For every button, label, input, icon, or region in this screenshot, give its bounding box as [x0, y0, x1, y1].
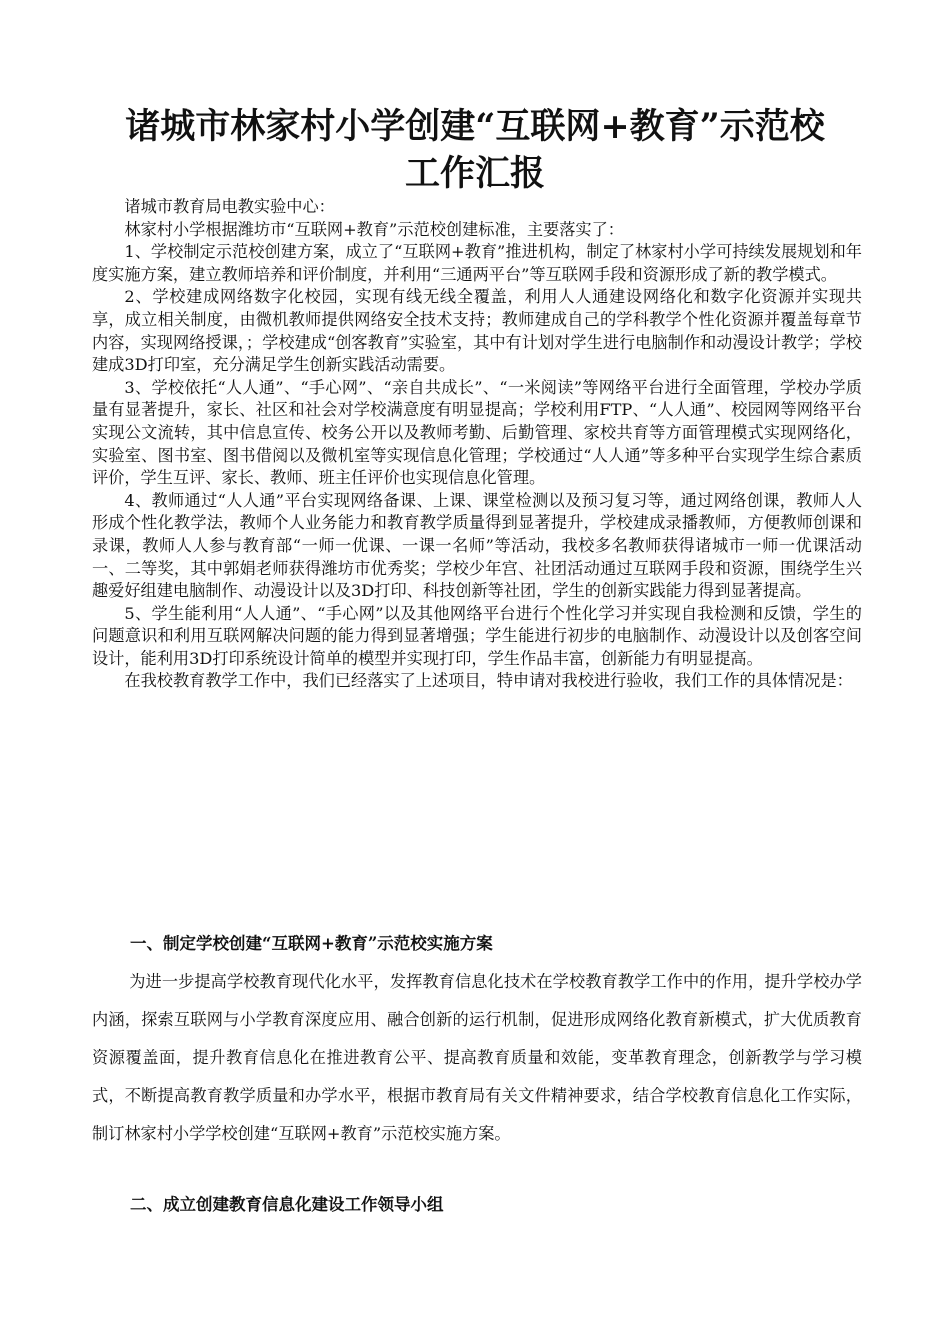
section-1-heading: 一、制定学校创建“互联网+教育”示范校实施方案	[130, 934, 493, 953]
section-1-paragraph: 为进一步提高学校教育现代化水平，发挥教育信息化技术在学校教育教学工作中的作用，提升学校办学内涵，探索互联网与小学教育深度应用、融合创新的运行机制，促进形成网络化教育新模式，扩大优质教育资源覆盖面，提升教育信息化在推进教育公平、提高教育质量和效能，变革教育理念，创新教学与学习模式，不断提高教育教学质量和办学水平，根据市教育局有关文件精神要求，结合学校教育信息化工作实际，制订林家村小学学校创建“互联网+教育”示范校实施方案。	[92, 972, 862, 1143]
document-title-line-1: 诸城市林家村小学创建“互联网+教育”示范校	[125, 106, 825, 147]
document-title-line-2: 工作汇报	[404, 153, 545, 194]
section-1-body	[92, 963, 862, 1153]
closing-paragraph: 在我校教育教学工作中，我们已经落实了上述项目，特申请对我校进行验收，我们工作的具体情况是：	[124, 671, 853, 691]
report-body	[92, 196, 862, 693]
item-paragraph-5: 5、学生能利用“人人通”、“手心网”以及其他网络平台进行个性化学习并实现自我检测和反馈，学生的问题意识和利用互联网解决问题的能力得到显著增强；学生能进行初步的电脑制作、动漫设计以及创客空间设计，能利用3D打印系统设计简单的模型并实现打印，学生作品丰富，创新能力有明显提高。	[92, 603, 862, 668]
item-paragraph-1: 1、学校制定示范校创建方案，成立了“互联网+教育”推进机构，制定了林家村小学可持续发展规划和年度实施方案，建立教师培养和评价制度，并利用“三通两平台”等互联网手段和资源形成了新的教学模式。	[92, 242, 862, 284]
salutation: 诸城市教育局电教实验中心：	[124, 197, 335, 216]
section-2-heading: 二、成立创建教育信息化建设工作领导小组	[130, 1195, 444, 1214]
item-paragraph-4: 4、教师通过“人人通”平台实现网络备课、上课、课堂检测以及预习复习等，通过网络创课，教师人人形成个性化教学法，教师个人业务能力和教育教学质量得到显著提升，学校建成录播教师，方便教师创课和录课，教师人人参与教育部“一师一优课、一课一名师”等活动，我校多名教师获得诸城市一师一优课活动一、二等奖，其中郭娟老师获得潍坊市优秀奖；学校少年宫、社团活动通过互联网手段和资源，围绕学生兴趣爱好组建电脑制作、动漫设计以及3D打印、科技创新等社团，学生的创新实践能力得到显著提高。	[92, 490, 862, 601]
item-paragraph-3: 3、学校依托“人人通”、“手心网”、“亲自共成长”、“一米阅读”等网络平台进行全面管理，学校办学质量有显著提升，家长、社区和社会对学校满意度有明显提高；学校利用FTP、“人人通”、校园网等网络平台实现公文流转，其中信息宣传、校务公开以及教师考勤、后勤管理、家校共育等方面管理模式实现网络化，实验室、图书室、图书借阅以及微机室等实现信息化管理；学校通过“人人通”等多种平台实现学生综合素质评价，学生互评、家长、教师、班主任评价也实现信息化管理。	[92, 377, 862, 488]
item-paragraph-2: 2、学校建成网络数字化校园，实现有线无线全覆盖，利用人人通建设网络化和数字化资源并实现共享，成立相关制度，由微机教师提供网络安全技术支持；教师建成自己的学科教学个性化资源并覆盖每章节内容，实现网络授课，；学校建成“创客教育”实验室，其中有计划对学生进行电脑制作和动漫设计教学；学校建成3D打印室，充分满足学生创新实践活动需要。	[92, 287, 862, 375]
intro-paragraph: 林家村小学根据潍坊市“互联网+教育”示范校创建标准，主要落实了：	[124, 219, 624, 239]
